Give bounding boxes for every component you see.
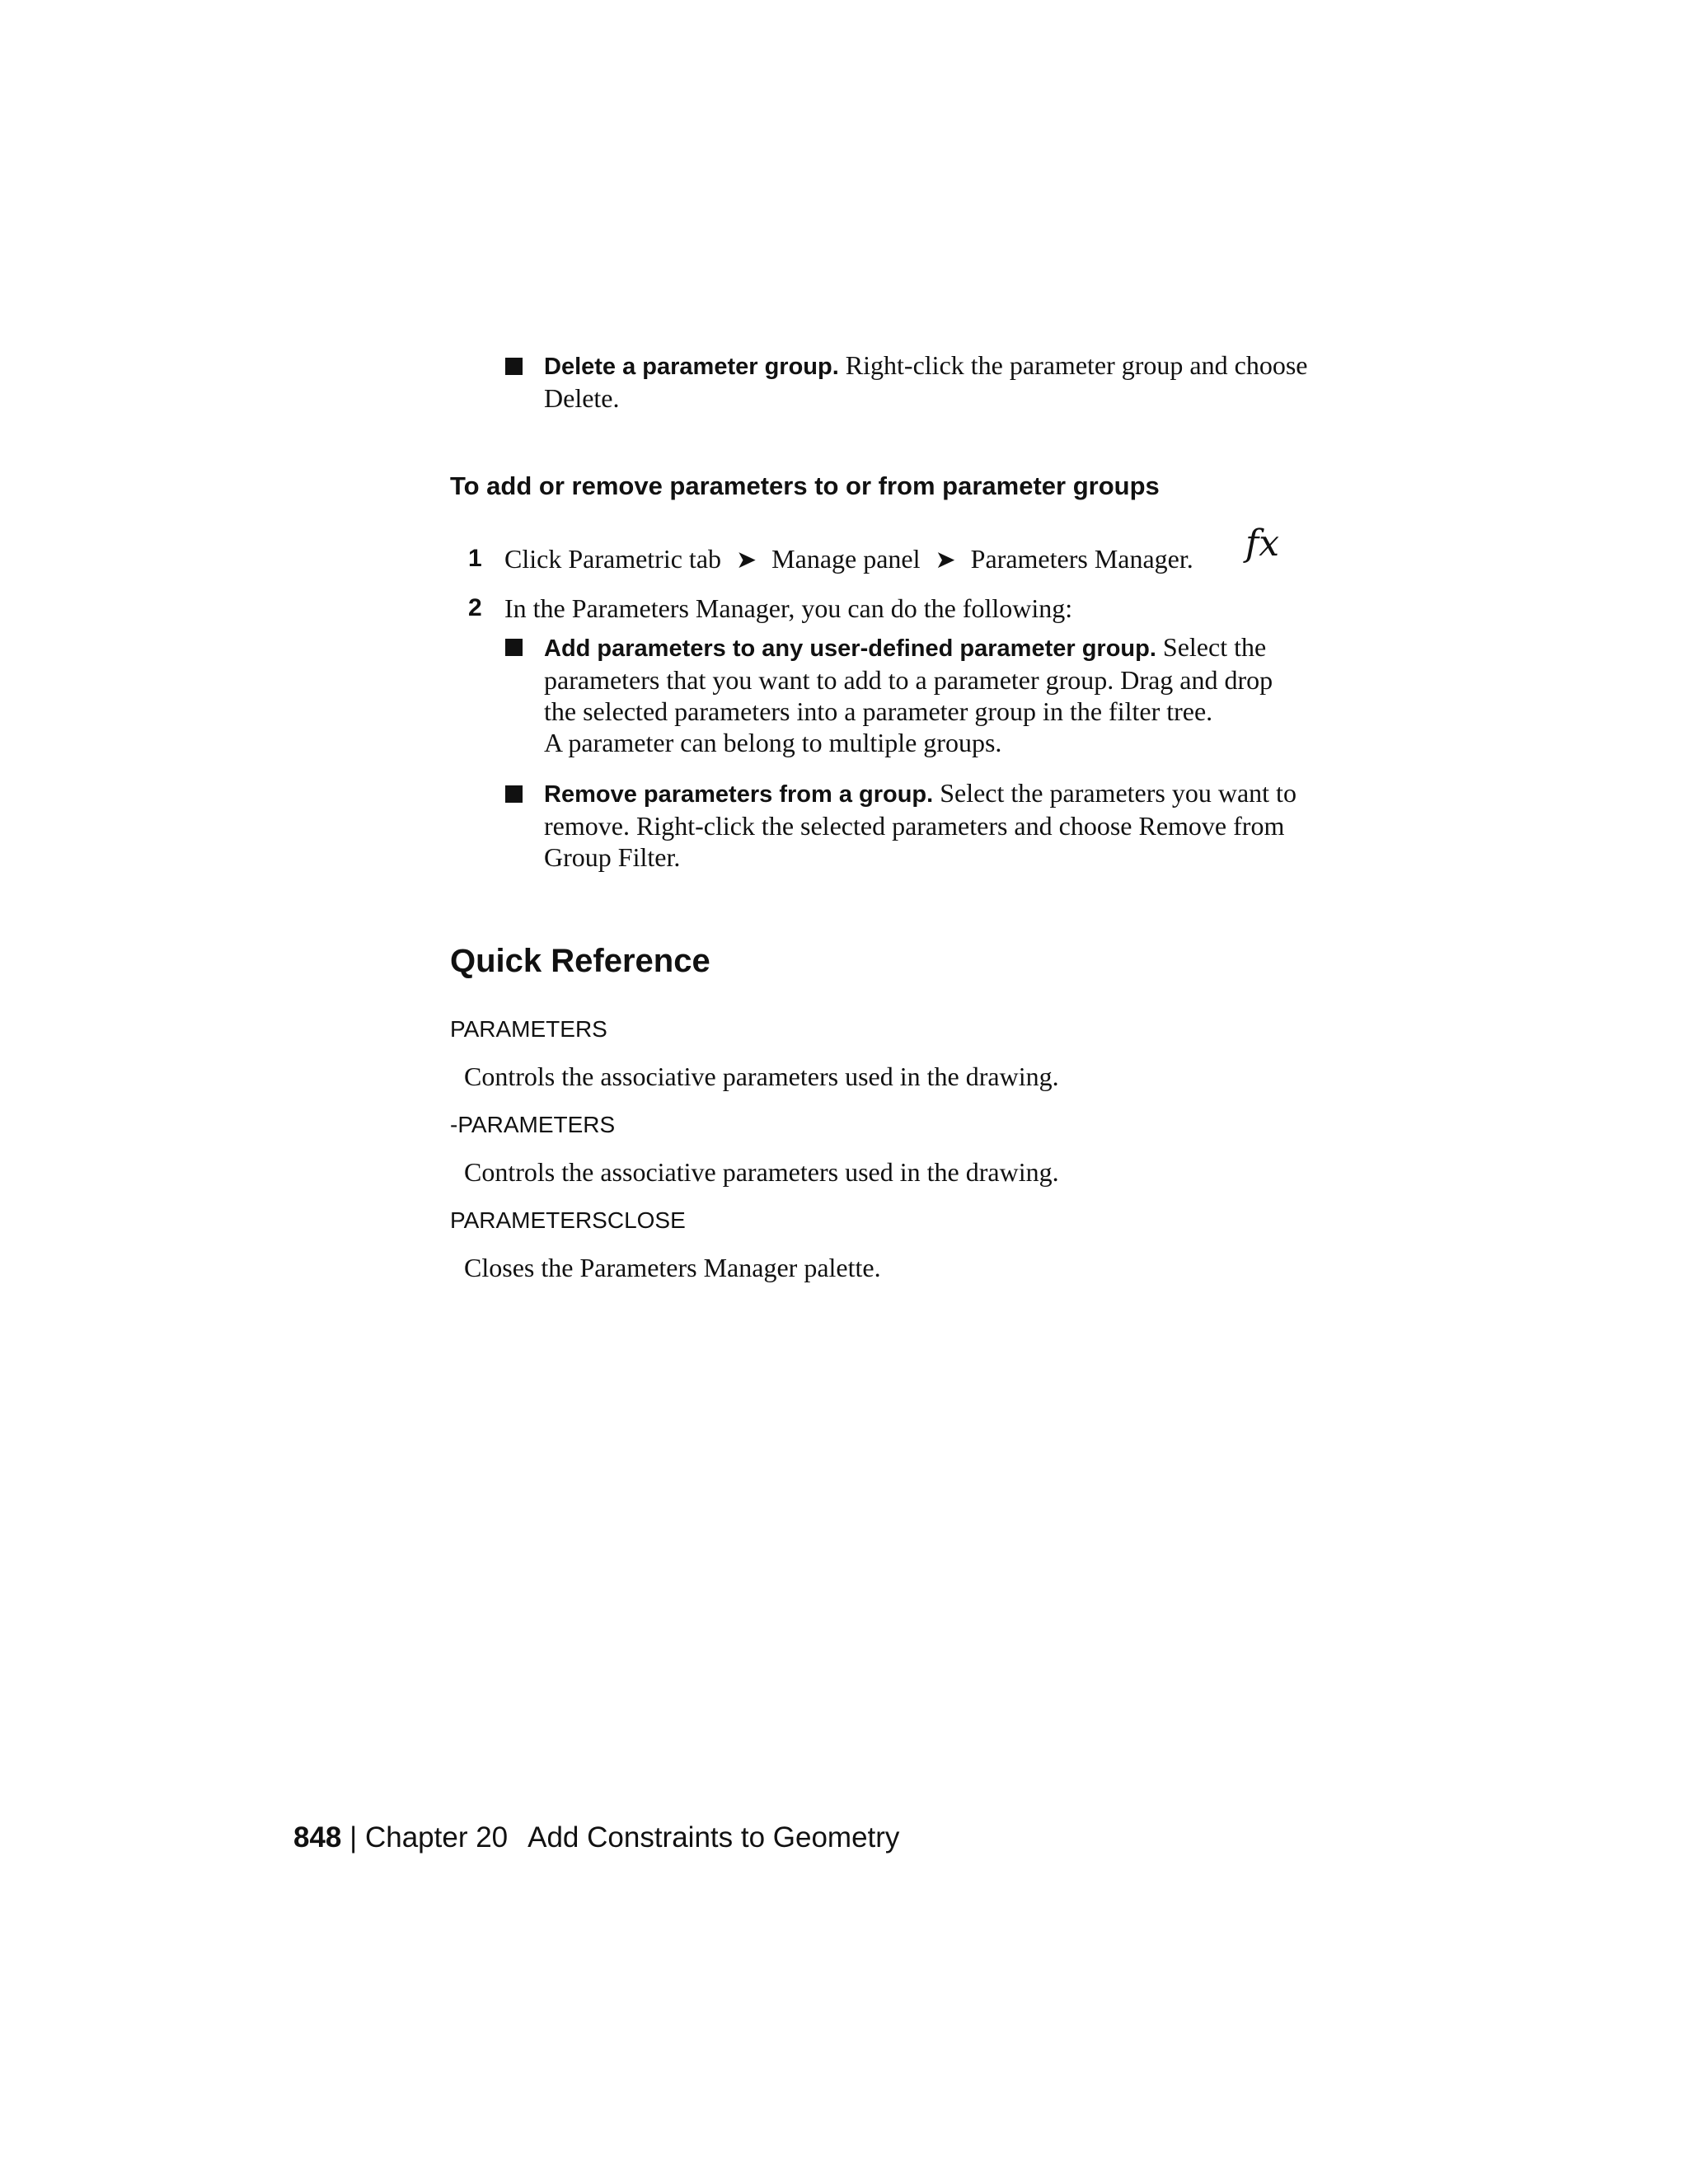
bullet-text-cont: A parameter can belong to multiple groups.	[544, 728, 1002, 757]
bullet-marker	[505, 358, 523, 375]
command-name: PARAMETERS	[450, 1016, 607, 1042]
bullet-marker	[505, 785, 523, 803]
bullet-text-cont: Group Filter.	[544, 842, 681, 872]
arrow-icon: ➤	[935, 546, 956, 574]
command-description: Controls the associative parameters used in the drawing.	[464, 1062, 1059, 1091]
step-1-part: Parameters Manager.	[970, 544, 1193, 574]
chapter-title: Add Constraints to Geometry	[528, 1821, 900, 1854]
fx-icon: fx	[1245, 523, 1280, 565]
bullet-marker	[505, 639, 523, 656]
bullet-text-cont: the selected parameters into a parameter group in the filter tree.	[544, 696, 1213, 726]
bullet-text-cont: parameters that you want to add to a parameter group. Drag and drop	[544, 665, 1273, 695]
step-1-part: Manage panel	[771, 544, 921, 574]
bullet-delete-group	[544, 349, 1352, 414]
step-2-text: In the Parameters Manager, you can do the following:	[504, 593, 1073, 623]
bullet-lead: Delete a parameter group.	[544, 354, 839, 380]
chapter-label: Chapter 20	[364, 1821, 509, 1854]
bullet-text: Select the	[1156, 632, 1267, 662]
command-name: PARAMETERSCLOSE	[450, 1207, 686, 1233]
bullet-lead: Add parameters to any user-defined parameter group.	[544, 635, 1156, 662]
step-1-part: Click Parametric tab	[504, 544, 722, 574]
footer-separator: |	[341, 1821, 365, 1854]
bullet-text: Right-click the parameter group and choose	[838, 350, 1308, 380]
bullet-lead: Remove parameters from a group.	[544, 781, 934, 808]
page-number: 848	[293, 1821, 342, 1854]
command-name: -PARAMETERS	[450, 1112, 616, 1137]
bullet-remove-parameters	[544, 777, 1368, 873]
bullet-text-cont: remove. Right-click the selected parameters and choose Remove from	[544, 811, 1285, 841]
step-number: 2	[468, 594, 482, 621]
step-number: 1	[468, 545, 482, 572]
bullet-text-cont: Delete.	[544, 383, 620, 413]
bullet-text: Select the parameters you want to	[933, 778, 1296, 808]
arrow-icon: ➤	[736, 546, 757, 574]
command-description: Controls the associative parameters used in the drawing.	[464, 1157, 1059, 1187]
bullet-add-parameters	[544, 631, 1368, 758]
quick-reference-heading: Quick Reference	[450, 943, 710, 979]
page-footer	[293, 1821, 899, 1855]
command-description: Closes the Parameters Manager palette.	[464, 1253, 881, 1282]
procedure-heading: To add or remove parameters to or from parameter groups	[450, 471, 1160, 500]
